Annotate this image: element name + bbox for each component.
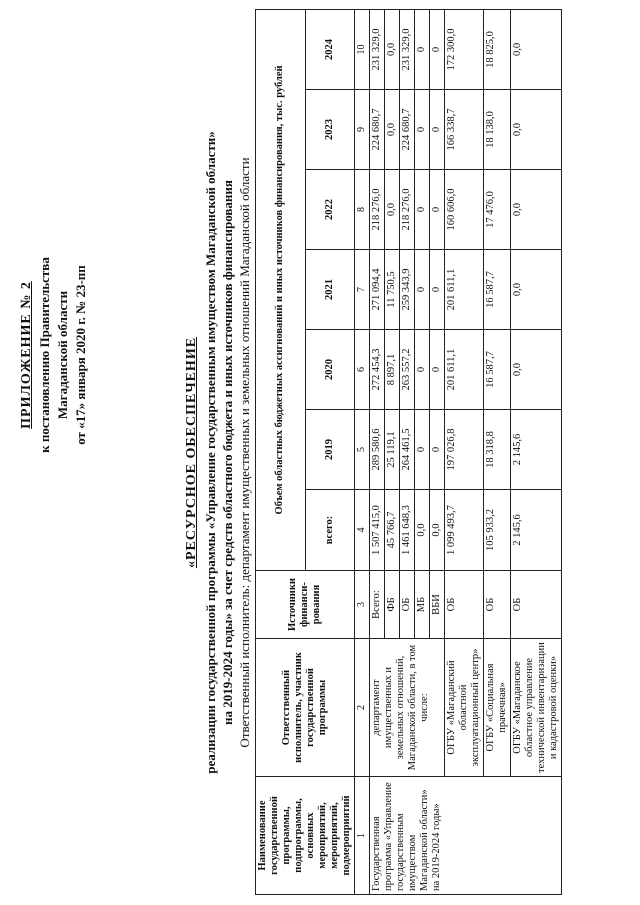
value-cell: 272 454,3 bbox=[370, 330, 385, 410]
source-cell: ОБ bbox=[484, 571, 511, 639]
value-cell: 231 329,0 bbox=[400, 9, 415, 89]
source-cell: ОБ bbox=[400, 571, 415, 639]
resource-table bbox=[255, 9, 562, 895]
value-cell: 259 343,9 bbox=[400, 250, 415, 330]
value-cell: 0 bbox=[430, 170, 445, 250]
heading-line-3: на 2019-2024 годы» за счет средств областного бюджета и иных источников финансирования bbox=[220, 180, 235, 725]
source-cell: МБ bbox=[415, 571, 430, 639]
header-executor: Ответственный исполнитель, участник государственной программы bbox=[256, 639, 355, 777]
value-cell: 8 897,1 bbox=[385, 330, 400, 410]
value-cell: 201 611,1 bbox=[445, 330, 484, 410]
value-cell: 0,0 bbox=[385, 9, 400, 89]
value-cell: 0,0 bbox=[511, 9, 562, 89]
header-volume: Объем областных бюджетных ассигнований и иных источников финансирования, тыс. рублей bbox=[256, 9, 306, 570]
value-cell: 166 338,7 bbox=[445, 90, 484, 170]
column-number: 3 bbox=[355, 571, 370, 639]
header-year: 2020 bbox=[305, 330, 355, 410]
value-cell: 2 145,6 bbox=[511, 410, 562, 490]
value-cell: 0 bbox=[415, 9, 430, 89]
value-cell: 0,0 bbox=[511, 250, 562, 330]
value-cell: 172 300,0 bbox=[445, 9, 484, 89]
source-cell: Всего: bbox=[370, 571, 385, 639]
value-cell: 25 119,1 bbox=[385, 410, 400, 490]
value-cell: 0 bbox=[430, 250, 445, 330]
value-cell: 18 318,8 bbox=[484, 410, 511, 490]
value-cell: 105 933,2 bbox=[484, 490, 511, 571]
heading-line-2: реализации государственной программы «Управление государственным имуществом Магаданской области» bbox=[203, 131, 218, 774]
value-cell: 18 138,0 bbox=[484, 90, 511, 170]
header-year: 2024 bbox=[305, 9, 355, 89]
appendix-line-2: к постановлению Правительства bbox=[37, 257, 52, 453]
appendix-block bbox=[18, 165, 90, 545]
value-cell: 271 094,4 bbox=[370, 250, 385, 330]
value-cell: 0,0 bbox=[385, 170, 400, 250]
value-cell: 0,0 bbox=[385, 90, 400, 170]
value-cell: 17 476,0 bbox=[484, 170, 511, 250]
value-cell: 11 750,5 bbox=[385, 250, 400, 330]
table-header-row bbox=[256, 9, 306, 894]
value-cell: 0,0 bbox=[511, 170, 562, 250]
value-cell: 0 bbox=[415, 410, 430, 490]
column-number: 10 bbox=[355, 9, 370, 89]
executor-cell: ОГБУ «Магаданское областное управление технической инвентаризации и кадастровой оценки» bbox=[511, 639, 562, 777]
value-cell: 1 507 415,0 bbox=[370, 490, 385, 571]
executor-cell: департамент имущественных и земельных отношений, Магаданской области, в том числе: bbox=[370, 639, 445, 777]
executor-cell: ОГБУ «Магаданский областной эксплуатационный центр» bbox=[445, 639, 484, 777]
header-source: Источники финанси-рования bbox=[256, 571, 355, 639]
value-cell: 263 557,2 bbox=[400, 330, 415, 410]
value-cell: 1 461 648,3 bbox=[400, 490, 415, 571]
source-cell: ВБИ bbox=[430, 571, 445, 639]
table-row bbox=[370, 9, 385, 894]
table-row bbox=[445, 9, 484, 894]
header-year: 2023 bbox=[305, 90, 355, 170]
value-cell: 0 bbox=[415, 330, 430, 410]
source-cell: ОБ bbox=[445, 571, 484, 639]
program-name-cell: Государственная программа «Управление государственным имуществом Магаданской области» на 2019-2024 годы» bbox=[370, 777, 562, 895]
heading-responsible: Ответственный исполнитель: департамент имущественных и земельных отношений Магаданской области bbox=[237, 157, 252, 748]
column-number: 9 bbox=[355, 90, 370, 170]
value-cell: 2 145,6 bbox=[511, 490, 562, 571]
value-cell: 0 bbox=[415, 170, 430, 250]
value-cell: 0 bbox=[430, 330, 445, 410]
column-number: 8 bbox=[355, 170, 370, 250]
value-cell: 231 329,0 bbox=[370, 9, 385, 89]
value-cell: 0,0 bbox=[511, 330, 562, 410]
header-year: 2022 bbox=[305, 170, 355, 250]
heading-title: «РЕСУРСНОЕ ОБЕСПЕЧЕНИЕ bbox=[184, 336, 199, 569]
value-cell: 224 680,7 bbox=[400, 90, 415, 170]
appendix-line-3: Магаданской области bbox=[55, 290, 70, 420]
table-row bbox=[511, 9, 562, 894]
value-cell: 45 766,7 bbox=[385, 490, 400, 571]
header-year: 2019 bbox=[305, 410, 355, 490]
value-cell: 16 587,7 bbox=[484, 330, 511, 410]
value-cell: 264 461,5 bbox=[400, 410, 415, 490]
source-cell: ФБ bbox=[385, 571, 400, 639]
column-number: 7 bbox=[355, 250, 370, 330]
column-number: 2 bbox=[355, 639, 370, 777]
value-cell: 1 099 493,7 bbox=[445, 490, 484, 571]
document-heading bbox=[182, 10, 253, 895]
value-cell: 0,0 bbox=[415, 490, 430, 571]
value-cell: 0 bbox=[430, 9, 445, 89]
header-year: 2021 bbox=[305, 250, 355, 330]
column-number: 5 bbox=[355, 410, 370, 490]
column-number-row bbox=[355, 9, 370, 894]
value-cell: 0,0 bbox=[511, 90, 562, 170]
value-cell: 197 026,8 bbox=[445, 410, 484, 490]
value-cell: 289 580,6 bbox=[370, 410, 385, 490]
source-cell: ОБ bbox=[511, 571, 562, 639]
header-name: Наименование государственной программы, подпрограммы, основных мероприятий, мероприятий, подмероприятий bbox=[256, 777, 355, 895]
value-cell: 218 276,0 bbox=[370, 170, 385, 250]
value-cell: 160 606,0 bbox=[445, 170, 484, 250]
column-number: 1 bbox=[355, 777, 370, 895]
executor-cell: ОГБУ «Социальная прачечная» bbox=[484, 639, 511, 777]
appendix-title: ПРИЛОЖЕНИЕ № 2 bbox=[19, 281, 34, 429]
value-cell: 0 bbox=[415, 90, 430, 170]
table-row bbox=[484, 9, 511, 894]
value-cell: 201 611,1 bbox=[445, 250, 484, 330]
value-cell: 16 587,7 bbox=[484, 250, 511, 330]
value-cell: 0 bbox=[415, 250, 430, 330]
column-number: 4 bbox=[355, 490, 370, 571]
header-total: всего: bbox=[305, 490, 355, 571]
value-cell: 0 bbox=[430, 90, 445, 170]
value-cell: 218 276,0 bbox=[400, 170, 415, 250]
column-number: 6 bbox=[355, 330, 370, 410]
value-cell: 0 bbox=[430, 410, 445, 490]
value-cell: 224 680,7 bbox=[370, 90, 385, 170]
value-cell: 0,0 bbox=[430, 490, 445, 571]
value-cell: 18 825,0 bbox=[484, 9, 511, 89]
appendix-date: от «17» января 2020 г. № 23-пп bbox=[73, 265, 88, 445]
